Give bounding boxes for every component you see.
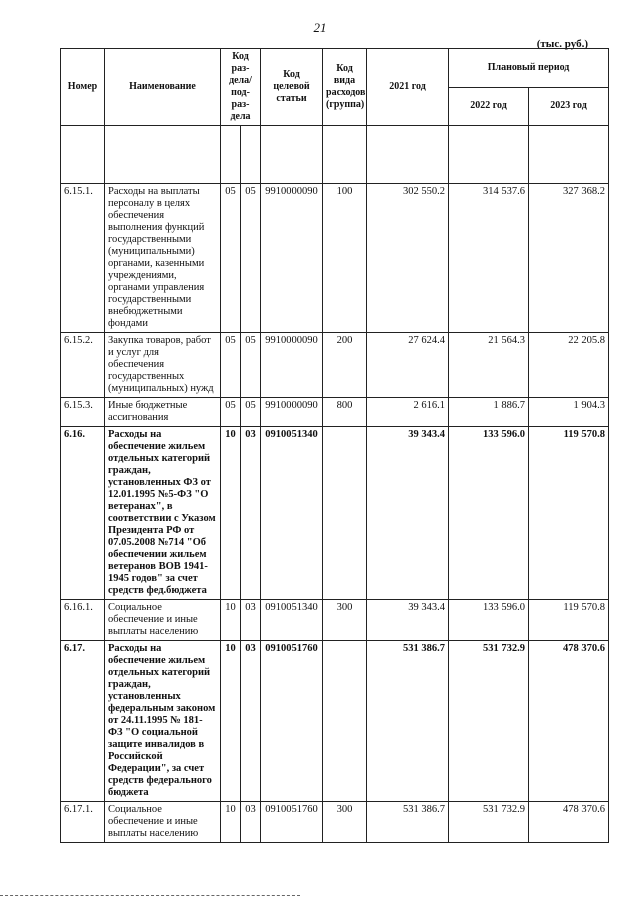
cell-y2022: 21 564.3 [449,333,529,398]
cell-podrazdel: 05 [241,333,261,398]
cell-y2023: 478 370.6 [529,641,609,802]
cell-target: 0910051760 [261,802,323,843]
header-year-2021: 2021 год [367,49,449,126]
cell-num: 6.17.1. [61,802,105,843]
page-number: 21 [313,20,327,35]
cell-y2021: 39 343.4 [367,600,449,641]
cell-podrazdel: 03 [241,427,261,600]
cell-y2023: 478 370.6 [529,802,609,843]
cell-razdel: 05 [221,333,241,398]
cell-target: 9910000090 [261,184,323,333]
cell-target: 9910000090 [261,398,323,427]
cell-y2021: 302 550.2 [367,184,449,333]
cell-name: Расходы на обеспечение жильем отдельных категорий граждан, установленных федеральным законом от 24.11.1995 № 181-ФЗ "О социальной защите инвалидов в Российской Федерации", за счет средств федерального бюджета [105,641,221,802]
cell-name: Закупка товаров, работ и услуг для обеспечения государственных (муниципальных) нужд [105,333,221,398]
cell-razdel: 10 [221,802,241,843]
header-planning-period: Плановый период [449,49,609,88]
cell-y2021: 39 343.4 [367,427,449,600]
cell-y2021: 27 624.4 [367,333,449,398]
cell-podrazdel: 03 [241,802,261,843]
cell-y2021: 2 616.1 [367,398,449,427]
header-number: Номер [61,49,105,126]
cell-target: 0910051760 [261,641,323,802]
cell-razdel: 10 [221,427,241,600]
cell-razdel: 10 [221,600,241,641]
cell-podrazdel: 03 [241,641,261,802]
cell-num: 6.17. [61,641,105,802]
cell-num: 6.16.1. [61,600,105,641]
cell-y2023: 119 570.8 [529,427,609,600]
cell-target: 9910000090 [261,333,323,398]
cell-num: 6.15.1. [61,184,105,333]
cell-y2021: 531 386.7 [367,641,449,802]
cell-target: 0910051340 [261,600,323,641]
header-target-code: Код целевой статьи [261,49,323,126]
cell-num: 6.15.3. [61,398,105,427]
units-label: (тыс. руб.) [536,38,588,50]
table-row [61,600,609,641]
table-row [61,641,609,802]
cell-podrazdel: 05 [241,398,261,427]
table-row [61,184,609,333]
header-year-2023: 2023 год [529,87,609,126]
cell-name: Иные бюджетные ассигнования [105,398,221,427]
cell-target: 0910051340 [261,427,323,600]
cell-y2022: 133 596.0 [449,427,529,600]
header-year-2022: 2022 год [449,87,529,126]
cell-y2022: 314 537.6 [449,184,529,333]
cell-y2021: 531 386.7 [367,802,449,843]
table-row [61,333,609,398]
cell-y2023: 1 904.3 [529,398,609,427]
cell-podrazdel: 05 [241,184,261,333]
cell-vid: 100 [323,184,367,333]
budget-table [60,48,609,843]
cell-vid [323,641,367,802]
cell-y2022: 531 732.9 [449,641,529,802]
cell-name: Расходы на обеспечение жильем отдельных категорий граждан, установленных ФЗ от 12.01.1995 №5-ФЗ "О ветеранах", в соответствии с Указом Президента РФ от 07.05.2008 №714 "Об обеспечении жильем ветеранов ВОВ 1941-1945 годов" за счет средств фед.бюджета [105,427,221,600]
cell-vid: 800 [323,398,367,427]
cell-y2023: 327 368.2 [529,184,609,333]
cell-podrazdel: 03 [241,600,261,641]
cell-vid: 200 [323,333,367,398]
cell-num: 6.16. [61,427,105,600]
table-row [61,802,609,843]
table-row [61,427,609,600]
header-name: Наименование [105,49,221,126]
cell-name: Социальное обеспечение и иные выплаты населению [105,600,221,641]
cell-vid [323,427,367,600]
cell-razdel: 05 [221,184,241,333]
cell-razdel: 05 [221,398,241,427]
cell-y2022: 1 886.7 [449,398,529,427]
cell-y2023: 119 570.8 [529,600,609,641]
cell-y2022: 133 596.0 [449,600,529,641]
cell-vid: 300 [323,600,367,641]
header-section-code: Код раз-дела/ под-раз-дела [221,49,261,126]
cell-num: 6.15.2. [61,333,105,398]
table-row [61,398,609,427]
header-expense-type-code: Код вида расходов (группа) [323,49,367,126]
cell-name: Социальное обеспечение и иные выплаты населению [105,802,221,843]
cell-name: Расходы на выплаты персоналу в целях обеспечения выполнения функций государственными (муниципальными) органами, казенными учреждениями, органами управления государственными внебюджетными фондами [105,184,221,333]
cell-y2022: 531 732.9 [449,802,529,843]
footer-rule [0,895,300,897]
cell-y2023: 22 205.8 [529,333,609,398]
cell-razdel: 10 [221,641,241,802]
cell-vid: 300 [323,802,367,843]
